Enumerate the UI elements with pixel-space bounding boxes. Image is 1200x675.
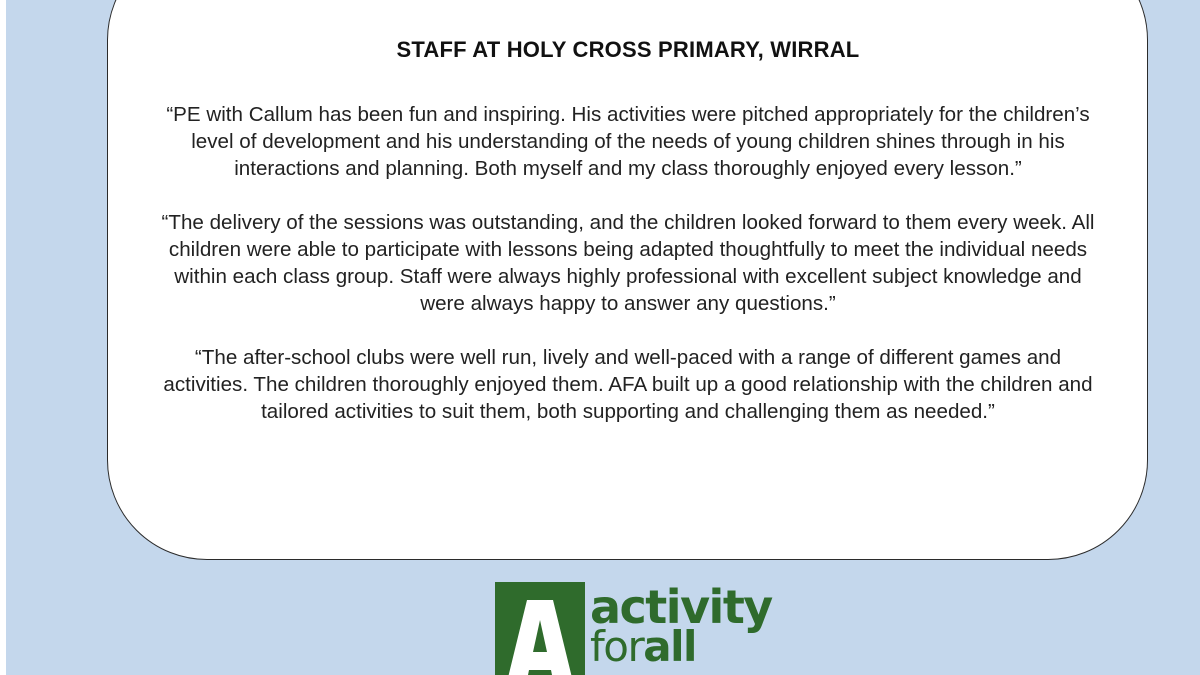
quote-list [150, 101, 1106, 452]
quote-paragraph-2: “The delivery of the sessions was outstanding, and the children looked forward to them every week. All children were able to participate with lessons being adapted thoughtfully to meet the individual needs within each class group. Staff were always highly professional with excellent subject knowledge and were always happy to answer any questions.” [161, 211, 1095, 315]
logo-word-activity: activity [590, 580, 772, 634]
quote-paragraph-3: “The after-school clubs were well run, lively and well-paced with a range of different games and activities. The children thoroughly enjoyed them. AFA built up a good relationship with the children and tailored activities to suit them, both supporting and challenging them as needed.” [163, 346, 1093, 423]
logo-a-letter-icon [505, 600, 575, 675]
activity-for-all-logo [495, 582, 785, 675]
logo-word-for: for [590, 622, 644, 671]
quote-paragraph-1: “PE with Callum has been fun and inspiring. His activities were pitched appropriately for the children’s level of development and his understanding of the needs of young children shines through in his interactions and planning. Both myself and my class thoroughly enjoyed every lesson.” [166, 103, 1090, 180]
logo-word-all: all [643, 622, 696, 671]
card-title: STAFF AT HOLY CROSS PRIMARY, WIRRAL [396, 37, 860, 62]
logo-word-forall [590, 622, 696, 671]
logo-a-block [495, 582, 585, 675]
